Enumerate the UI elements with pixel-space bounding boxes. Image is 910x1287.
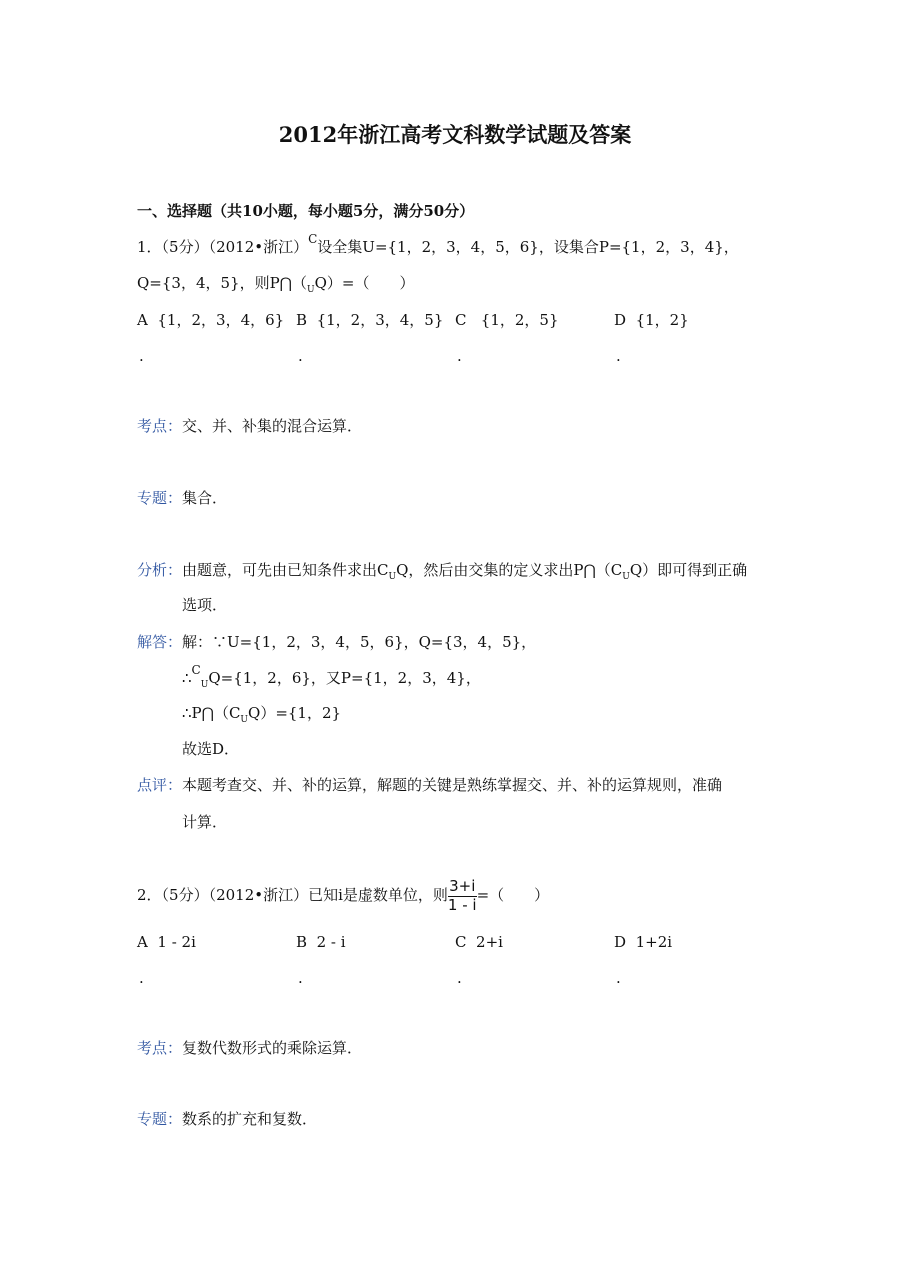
q1-zhuanti	[137, 491, 227, 506]
option-letter: A	[137, 311, 148, 329]
dianping-label: 点评：	[137, 776, 183, 794]
q2-option-b	[296, 935, 346, 950]
therefore-symbol: ∴	[182, 669, 192, 687]
fenxi-text-b: Q，然后由交集的定义求出P⋂（C	[396, 561, 623, 579]
q1-fenxi	[137, 561, 748, 582]
fraction-numerator: 3+i	[449, 876, 476, 895]
q1-option-a	[137, 313, 284, 328]
option-text: {1，2，5}	[480, 311, 559, 329]
q1-subscript-u: U	[306, 285, 315, 295]
q2-fraction	[447, 876, 477, 914]
q2-stem-text: 2．（5分）（2012•浙江）已知i是虚数单位，则	[137, 886, 448, 904]
q2-option-dot: .	[139, 969, 144, 987]
kaodian-label: 考点：	[137, 417, 183, 435]
subscript-u: U	[240, 715, 249, 725]
jieda-line2-text: Q={1，2，6}，又P={1，2，3，4}，	[208, 669, 481, 687]
q1-dianping	[137, 778, 722, 793]
option-text: 1 - 2i	[157, 933, 196, 951]
q2-zhuanti	[137, 1112, 317, 1127]
option-text: 1+2i	[635, 933, 673, 951]
option-letter: B	[296, 311, 308, 329]
option-text: {1，2}	[635, 311, 689, 329]
q2-option-a	[137, 935, 196, 950]
fraction-denominator: 1 - i	[447, 895, 477, 914]
zhuanti-label: 专题：	[137, 489, 183, 507]
option-letter: B	[296, 933, 308, 951]
q1-kaodian	[137, 419, 362, 434]
option-text: {1，2，3，4，6}	[157, 311, 285, 329]
option-letter: D	[614, 933, 627, 951]
option-letter: C	[455, 933, 467, 951]
option-text: 2 - i	[316, 933, 346, 951]
q1-option-c	[455, 313, 559, 328]
dianping-line1: 本题考查交、并、补的运算，解题的关键是熟练掌握交、并、补的运算规则，准确	[182, 776, 723, 794]
jieda-line3-b: Q）={1，2}	[248, 704, 342, 722]
subscript-u: U	[200, 680, 209, 690]
jieda-line3-a: ∴P⋂（C	[182, 704, 241, 722]
zhuanti-text: 数系的扩充和复数．	[182, 1110, 318, 1128]
q2-option-c	[455, 935, 503, 950]
option-letter: C	[455, 311, 467, 329]
q2-option-d	[614, 935, 672, 950]
q1-jieda-line3	[182, 704, 342, 725]
section-heading: 一、选择题（共10小题，每小题5分，满分50分）	[137, 202, 475, 220]
q2-option-dot: .	[616, 969, 621, 987]
subscript-u: U	[388, 572, 397, 582]
q1-option-dot: .	[298, 347, 303, 365]
q1-stem-line2	[137, 274, 415, 295]
kaodian-text: 复数代数形式的乘除运算．	[182, 1039, 363, 1057]
q2-option-dot: .	[298, 969, 303, 987]
jieda-line1: 解：∵U={1，2，3，4，5，6}，Q={3，4，5}，	[182, 633, 537, 651]
q1-stem-line2-b: Q）=（ ）	[314, 274, 415, 292]
page-title: 2012年浙江高考文科数学试题及答案	[278, 122, 632, 147]
option-letter: D	[614, 311, 627, 329]
q2-stem-end: =（ ）	[476, 886, 550, 904]
q1-option-d	[614, 313, 689, 328]
zhuanti-label: 专题：	[137, 1110, 183, 1128]
option-text: 2+i	[476, 933, 503, 951]
option-text: {1，2，3，4，5}	[316, 311, 444, 329]
fenxi-text-a: 由题意，可先由已知条件求出C	[182, 561, 389, 579]
q1-stem-part1: 1．（5分）（2012•浙江）	[137, 238, 309, 256]
q1-fenxi-line2: 选项．	[182, 596, 228, 614]
q2-option-dot: .	[457, 969, 462, 987]
q1-jieda-line4: 故选D．	[182, 740, 240, 758]
q2-stem	[137, 876, 549, 914]
q1-jieda-line2	[182, 663, 481, 690]
complement-symbol: C	[191, 663, 201, 677]
kaodian-label: 考点：	[137, 1039, 183, 1057]
complement-symbol: C	[308, 232, 318, 246]
subscript-u: U	[622, 572, 630, 582]
zhuanti-text: 集合．	[182, 489, 228, 507]
q1-option-dot: .	[457, 347, 462, 365]
q2-kaodian	[137, 1041, 362, 1056]
q1-stem-line2-a: Q={3，4，5}，则P⋂（	[137, 274, 307, 292]
q1-option-b	[296, 313, 443, 328]
q1-option-dot: .	[616, 347, 621, 365]
jieda-label: 解答：	[137, 633, 183, 651]
q1-jieda	[137, 635, 536, 650]
q1-dianping-line2: 计算．	[182, 813, 228, 831]
q1-stem-line1	[137, 232, 739, 256]
fenxi-label: 分析：	[137, 561, 183, 579]
q1-stem-part2: 设全集U={1，2，3，4，5，6}，设集合P={1，2，3，4}，	[317, 238, 739, 256]
kaodian-text: 交、并、补集的混合运算．	[182, 417, 363, 435]
fenxi-text-c: Q）即可得到正确	[629, 561, 748, 579]
option-letter: A	[137, 933, 148, 951]
q1-option-dot: .	[139, 347, 144, 365]
